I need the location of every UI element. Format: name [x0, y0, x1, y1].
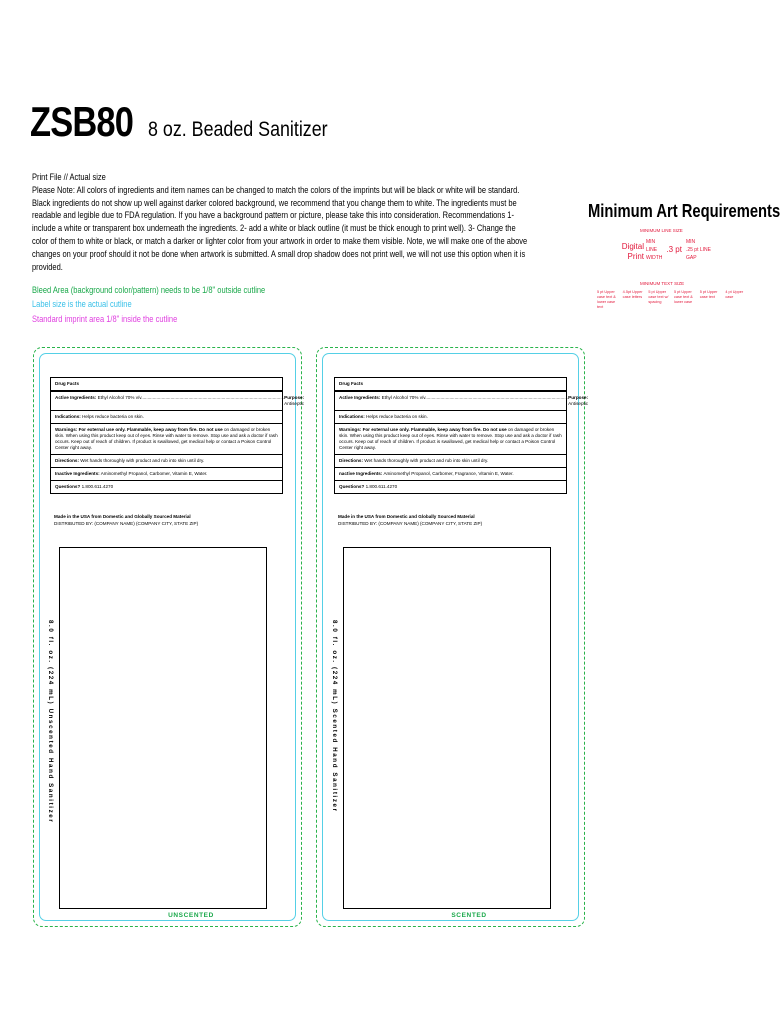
legend-bleed: Bleed Area (background color/pattern) needs to be 1/8" outside cutline	[32, 284, 266, 295]
active-value: Ethyl Alcohol 70% v/v	[97, 395, 142, 400]
warnings-row	[335, 424, 566, 455]
directions-label: Directions:	[339, 458, 363, 463]
inactive-label: Inactive Ingredients:	[55, 471, 100, 476]
product-name: 8 oz. Beaded Sanitizer	[148, 118, 328, 141]
drug-facts-title	[335, 378, 566, 392]
questions-value: 1.800.611.4270	[81, 484, 114, 489]
drug-facts-title	[51, 378, 282, 392]
col-text: LINE	[646, 247, 658, 253]
purpose-value: Antiseptic	[568, 401, 589, 406]
questions-row	[335, 481, 566, 493]
note-body: Please Note: All colors of ingredients and item names can be changed to match the colors of the imprints but will be black or white will be standard. Black ingredients do not show up well against darker colored background, we recommend that you change them to white. The ingredients must be readable and legible due to FDA regulation. If you have a background pattern or picture, please take this into consideration. Recommendations 1- include a white or transparent box underneath the ingredients. 2- add a white or black outline (it must be thick enough to print well). 3- Change the color of them to white or black, or match a darker or lighter color from your artwork in order to make them visible. Note, we will make one of the above changes on your proof should it not be done when artwork is submitted. A small drop shadow does not print well, we will not use this option when it is provided.	[32, 183, 528, 272]
active-label: Active Ingredients:	[339, 395, 381, 400]
indications-label: Indications:	[339, 414, 365, 419]
min-line-columns	[646, 238, 711, 262]
active-label: Active Ingredients:	[55, 395, 97, 400]
inactive-row	[335, 468, 566, 481]
text-sample: 5 pt Upper case text	[699, 290, 718, 299]
indications-row	[51, 411, 282, 424]
directions-value: Wet hands thoroughly with product and rub into skin until dry.	[364, 458, 489, 463]
print-label: Print	[627, 252, 644, 261]
digital-print-labels	[614, 242, 644, 262]
questions-row	[51, 481, 282, 493]
product-code: ZSB80	[30, 98, 134, 145]
text-sample: 5 pt Upper case text w/ spacing	[648, 290, 669, 304]
min-text-samples	[597, 290, 747, 310]
warnings-value: on damaged or broken skin. When using this product keep out of eyes. Rinse with water to remove. Stop use and ask a doctor if rash occurs. Keep out of reach of children. If product is swallowed, get medical help or contact a Poison Control Center right away.	[339, 427, 562, 450]
warnings-label: Warnings: For external use only. Flammable, keep away from fire. Do not use	[55, 427, 223, 432]
drug-facts-heading: Drug Facts	[339, 381, 363, 386]
legend-imprint-area: Standard imprint area 1/8" inside the cutline	[32, 313, 178, 324]
vertical-product-text: 8.0 fl. oz. (224 mL) Unscented Hand Sanitizer	[47, 620, 54, 824]
min-line-size-heading: MINIMUM LINE SIZE	[640, 228, 683, 233]
questions-label: Questions?	[339, 484, 365, 489]
min-line-gap-col	[686, 238, 711, 262]
artwork-area	[59, 547, 267, 909]
active-ingredients-row: Active Ingredients: Ethyl Alcohol 70% v/v................................................................................................................ Purpose: Antiseptic	[335, 392, 566, 411]
artwork-area	[343, 547, 551, 909]
min-line-width-value: .3 pt	[666, 245, 682, 254]
col-text: .25 pt LINE	[685, 247, 711, 253]
active-ingredients-row: Active Ingredients: Ethyl Alcohol 70% v/v................................................................................................................ Purpose: Antiseptic	[51, 392, 282, 411]
warnings-label: Warnings: For external use only. Flammable, keep away from fire. Do not use	[339, 427, 507, 432]
warnings-row	[51, 424, 282, 455]
warnings-value: on damaged or broken skin. When using this product keep out of eyes. Rinse with water to remove. Stop use and ask a doctor if rash occurs. Keep out of reach of children. If product is swallowed, get medical help or contact a Poison Control Center right away.	[55, 427, 278, 450]
col-text: MIN	[646, 239, 656, 245]
drug-facts-box	[50, 377, 305, 494]
drug-facts-box	[334, 377, 589, 494]
purpose-label: Purpose:	[568, 395, 589, 400]
questions-label: Questions?	[55, 484, 81, 489]
directions-label: Directions:	[55, 458, 79, 463]
indications-value: Helps reduce bacteria on skin.	[82, 414, 144, 419]
min-line-width-col	[646, 238, 662, 262]
directions-row	[335, 455, 566, 468]
drug-facts-heading: Drug Facts	[55, 381, 79, 386]
col-text: MIN	[685, 239, 696, 245]
legend-label-size: Label size is the actual cutline	[32, 298, 132, 309]
print-file-note	[32, 171, 528, 273]
text-sample: 5 pt Upper case text & lower case	[674, 290, 693, 304]
text-sample: 5 pt Upper case text & lower case text	[597, 290, 616, 309]
inactive-label: nactive Ingredients:	[339, 471, 383, 476]
vertical-product-text: 8.0 fl. oz. (224 mL) Scented Hand Sanitizer	[331, 620, 338, 813]
inactive-value: Aminomethyl Propanol, Carbomer, Fragrance, Vitamin E, Water.	[383, 471, 514, 476]
variant-label: SCENTED	[451, 912, 487, 919]
distributed-by-text: DISTRIBUTED BY: (COMPANY NAME) (COMPANY CITY, STATE ZIP)	[54, 520, 199, 526]
col-text: GAP	[685, 255, 697, 261]
note-heading: Print File // Actual size	[32, 171, 106, 182]
purpose-value: Antiseptic	[284, 401, 305, 406]
distributed-by-text: DISTRIBUTED BY: (COMPANY NAME) (COMPANY CITY, STATE ZIP)	[338, 520, 483, 526]
text-sample: 4.5pt Upper case letters	[622, 290, 643, 299]
min-text-size-heading: MINIMUM TEXT SIZE	[640, 281, 685, 286]
inactive-value: Aminomethyl Propanol, Carbomer, Vitamin E, Water.	[100, 471, 208, 476]
indications-label: Indications:	[55, 414, 81, 419]
active-value: Ethyl Alcohol 70% v/v	[381, 395, 426, 400]
digital-label: Digital	[621, 242, 644, 251]
col-text: WIDTH	[646, 255, 663, 261]
questions-value: 1.800.611.4270	[365, 484, 398, 489]
indications-row	[335, 411, 566, 424]
made-in-text: Made in the USA from Domestic and Globally Sourced Material	[338, 514, 475, 519]
directions-row	[51, 455, 282, 468]
indications-value: Helps reduce bacteria on skin.	[366, 414, 428, 419]
text-sample: 4 pt Upper case	[725, 290, 744, 299]
directions-value: Wet hands thoroughly with product and rub into skin until dry.	[80, 458, 205, 463]
distributor-info	[54, 514, 198, 527]
inactive-row	[51, 468, 282, 481]
purpose-label: Purpose:	[284, 395, 305, 400]
made-in-text: Made in the USA from Domestic and Globally Sourced Material	[54, 514, 191, 519]
variant-label: UNSCENTED	[168, 912, 214, 919]
distributor-info	[338, 514, 482, 527]
min-art-title: Minimum Art Requirements	[588, 201, 780, 221]
